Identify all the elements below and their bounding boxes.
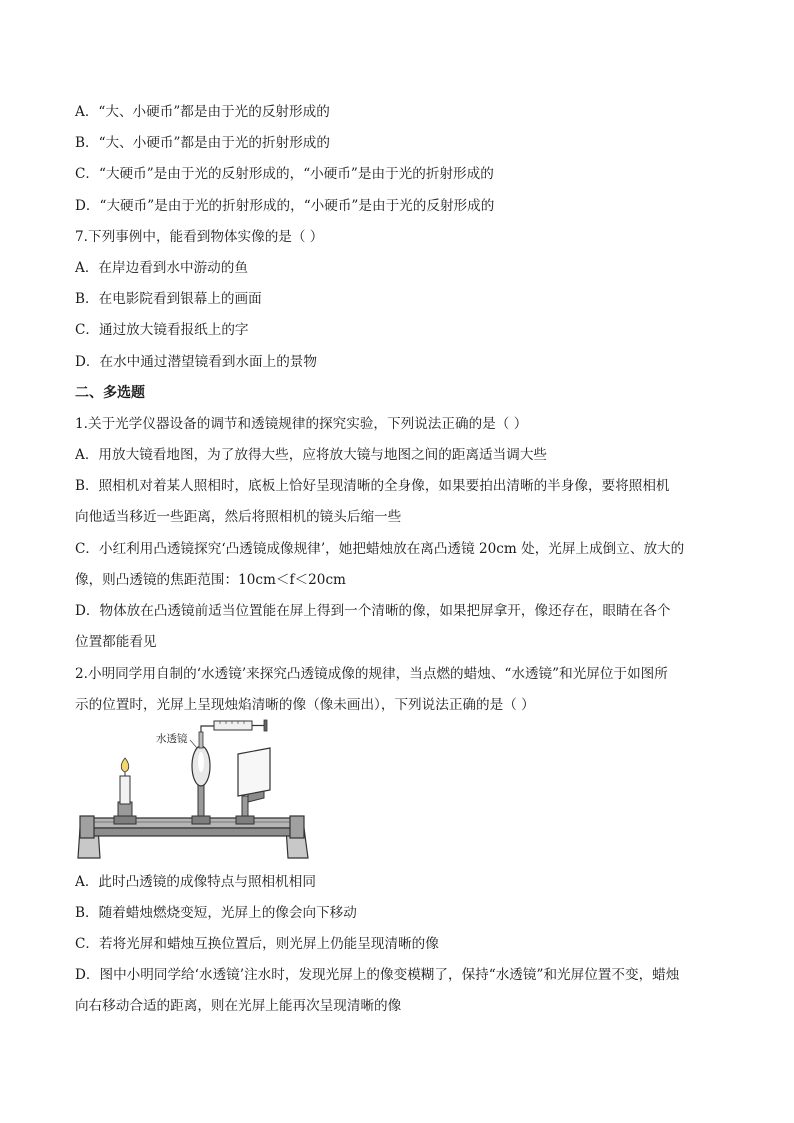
- q7-option-c: C．通过放大镜看报纸上的字: [75, 322, 249, 338]
- q6-option-a: A．“大、小硬币”都是由于光的反射形成的: [75, 104, 330, 120]
- mq1-option-a: A．用放大镜看地图，为了放得大些，应将放大镜与地图之间的距离适当调大些: [75, 447, 548, 463]
- q7-option-d: D．在水中通过潜望镜看到水面上的景物: [75, 354, 317, 370]
- bench-rail-front: [90, 828, 302, 836]
- mq2-stem-line2: 示的位置时，光屏上呈现烛焰清晰的像（像未画出），下列说法正确的是（ ）: [75, 697, 535, 713]
- mq2-option-d-line1: D．图中小明同学给‘水透镜’注水时，发现光屏上的像变模糊了，保持“水透镜”和光屏位置不变，蜡烛: [75, 967, 680, 983]
- q6-option-c: C．“大硬币”是由于光的反射形成的，“小硬币”是由于光的折射形成的: [75, 166, 494, 182]
- candle-flame: [121, 758, 129, 772]
- light-screen: [238, 748, 270, 796]
- q7-stem: 7.下列事例中，能看到物体实像的是（ ）: [75, 229, 324, 245]
- mq1-option-c-line1: C．小红利用凸透镜探究‘凸透镜成像规律’，她把蜡烛放在离凸透镜 20cm 处，光屏上成倒立、放大的: [75, 541, 685, 557]
- mq2-stem-line1: 2.小明同学用自制的‘水透镜’来探究凸透镜成像的规律，当点燃的蜡烛、“水透镜”和光屏位于如图所: [75, 666, 668, 682]
- candle: [120, 776, 130, 804]
- mq2-option-b: B．随着蜡烛燃烧变短，光屏上的像会向下移动: [75, 905, 357, 921]
- mq2-option-a: A．此时凸透镜的成像特点与照相机相同: [75, 874, 316, 890]
- mq1-option-c-line2: 像，则凸透镜的焦距范围：10cm＜f＜20cm: [75, 572, 346, 588]
- mq1-option-d-line1: D．物体放在凸透镜前适当位置能在屏上得到一个清晰的像，如果把屏拿开，像还存在，眼睛在各个: [75, 603, 671, 619]
- section-title: 二、多选题: [75, 385, 145, 401]
- mq1-option-d-line2: 位置都能看见: [75, 634, 157, 650]
- q6-option-b: B．“大、小硬币”都是由于光的折射形成的: [75, 135, 330, 151]
- optical-bench-illustration: [74, 718, 310, 866]
- mq2-option-d-line2: 向右移动合适的距离，则在光屏上能再次呈现清晰的像: [75, 998, 402, 1014]
- mq1-option-b-line1: B．照相机对着某人照相时，底板上恰好呈现清晰的全身像，如果要拍出清晰的半身像，要将照相机: [75, 478, 670, 494]
- water-lens-label: 水透镜: [156, 733, 188, 745]
- q7-option-b: B．在电影院看到银幕上的画面: [75, 291, 262, 307]
- mq2-option-c: C．若将光屏和蜡烛互换位置后，则光屏上仍能呈现清晰的像: [75, 936, 439, 952]
- q6-option-d: D．“大硬币”是由于光的折射形成的，“小硬币”是由于光的反射形成的: [75, 198, 495, 214]
- mq1-stem: 1.关于光学仪器设备的调节和透镜规律的探究实验，下列说法正确的是（ ）: [75, 416, 528, 432]
- optical-bench-figure: [74, 718, 310, 866]
- q7-option-a: A．在岸边看到水中游动的鱼: [75, 260, 248, 276]
- mq1-option-b-line2: 向他适当移近一些距离，然后将照相机的镜头后缩一些: [75, 509, 402, 525]
